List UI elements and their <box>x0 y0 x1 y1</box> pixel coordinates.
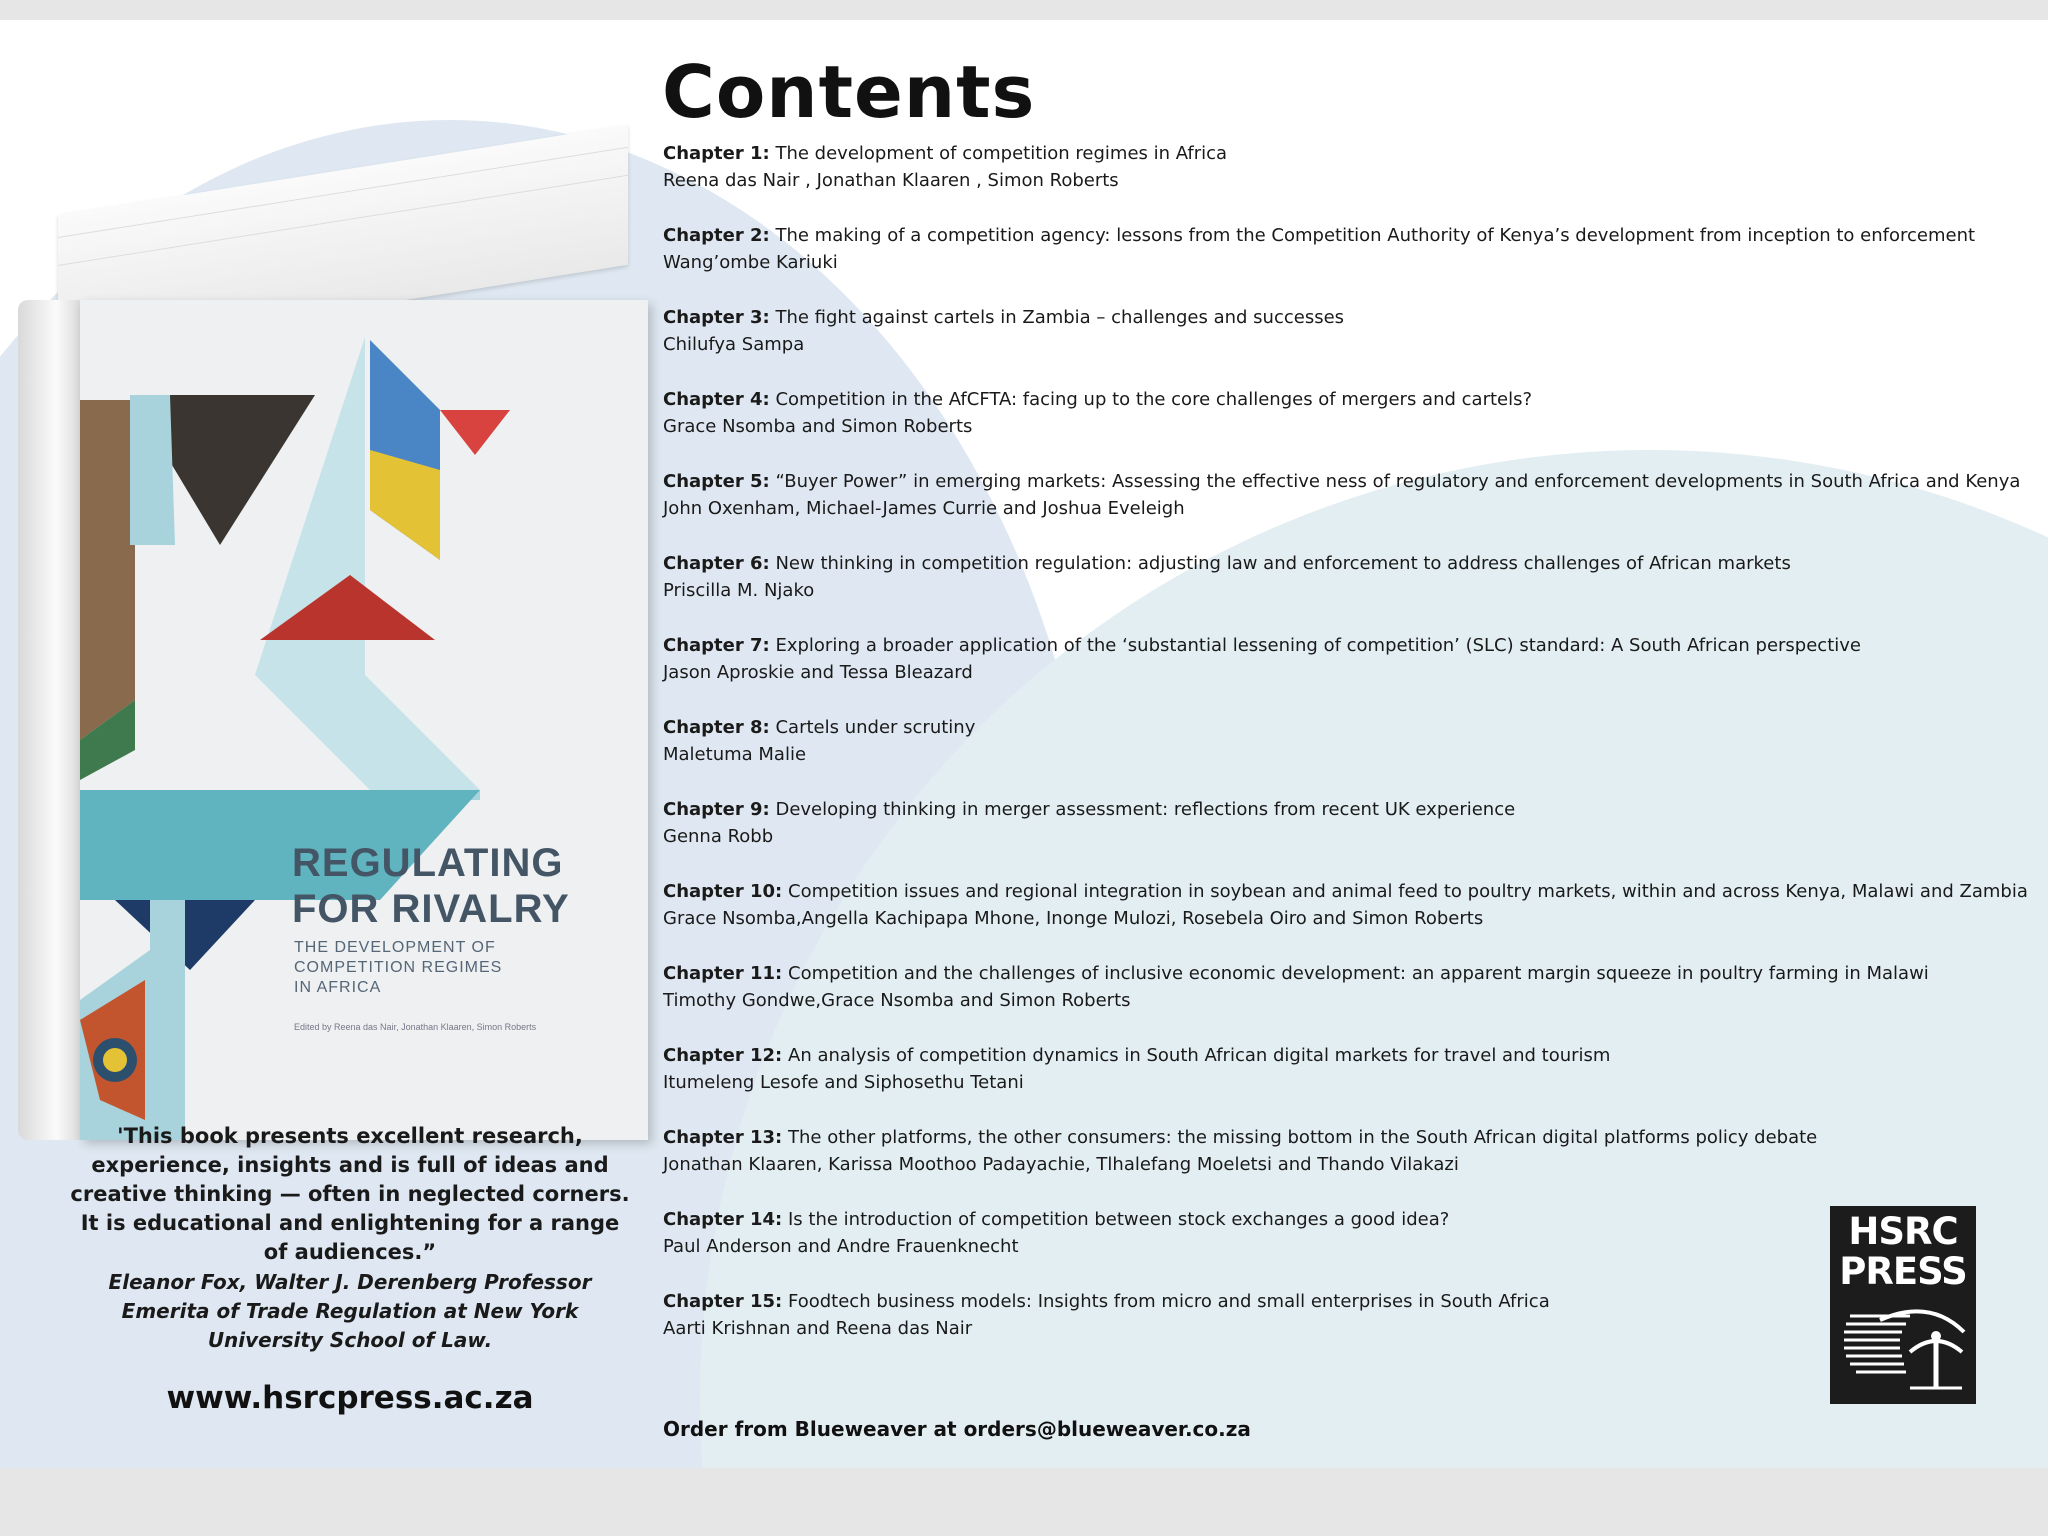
quote-attribution <box>60 1268 640 1355</box>
chapter-authors: Priscilla M. Njako <box>663 580 815 601</box>
book-cover <box>80 300 648 1140</box>
chapter-title: Exploring a broader application of the ‘substantial lessening of competition’ (SLC) standard: A South African perspective <box>775 635 1861 656</box>
chapter-label: Chapter 9: <box>663 799 770 820</box>
chapter-authors: Genna Robb <box>663 826 774 847</box>
chapter-item <box>663 222 2043 304</box>
chapter-label: Chapter 2: <box>663 225 770 246</box>
book-image <box>18 185 648 1145</box>
cover-light-blue-shape <box>130 395 175 545</box>
chapter-authors: Wang’ombe Kariuki <box>663 252 838 273</box>
chapter-authors: John Oxenham, Michael-James Currie and Joshua Eveleigh <box>663 498 1185 519</box>
book-title <box>292 840 632 932</box>
chapter-title: The development of competition regimes in Africa <box>775 143 1228 164</box>
chapter-authors: Chilufya Sampa <box>663 334 805 355</box>
chapter-authors: Timothy Gondwe,Grace Nsomba and Simon Roberts <box>663 990 1131 1011</box>
chapter-label: Chapter 12: <box>663 1045 783 1066</box>
logo-emblem-icon <box>1840 1302 1966 1394</box>
book-title-line1: REGULATING <box>292 841 564 885</box>
chapter-item <box>663 140 2043 222</box>
quote-line: creative thinking — often in neglected corners. <box>70 1182 630 1206</box>
attribution-line: University School of Law. <box>207 1328 493 1352</box>
quote-line: experience, insights and is full of ideas and <box>91 1153 609 1177</box>
quote-line: It is educational and enlightening for a range <box>80 1211 620 1235</box>
chapter-authors: Jason Aproskie and Tessa Bleazard <box>663 662 973 683</box>
chapter-authors: Reena das Nair , Jonathan Klaaren , Simon Roberts <box>663 170 1119 191</box>
book-subtitle-line2: COMPETITION REGIMES <box>294 959 503 976</box>
chapter-item <box>663 960 2043 1042</box>
chapter-item <box>663 550 2043 632</box>
chapter-title: Foodtech business models: Insights from micro and small enterprises in South Africa <box>788 1291 1550 1312</box>
quote-line: of audiences.” <box>263 1240 437 1264</box>
book-title-line2: FOR RIVALRY <box>292 887 570 931</box>
chapter-label: Chapter 13: <box>663 1127 783 1148</box>
order-info[interactable]: Order from Blueweaver at orders@blueweaver.co.za <box>663 1417 1251 1441</box>
chapter-authors: Aarti Krishnan and Reena das Nair <box>663 1318 973 1339</box>
chapter-item <box>663 878 2043 960</box>
chapter-authors: Jonathan Klaaren, Karissa Moothoo Padayachie, Tlhalefang Moeletsi and Thando Vilakazi <box>663 1154 1459 1175</box>
chapter-title: “Buyer Power” in emerging markets: Assessing the effective ness of regulatory and enforcement developments in South Africa and Kenya <box>775 471 2021 492</box>
chapter-label: Chapter 1: <box>663 143 770 164</box>
chapter-item <box>663 1124 2043 1206</box>
chapter-title: Developing thinking in merger assessment: reflections from recent UK experience <box>775 799 1516 820</box>
chapter-title: Competition and the challenges of inclusive economic development: an apparent margin squeeze in poultry farming in Malawi <box>788 963 1929 984</box>
testimonial-quote <box>60 1122 640 1267</box>
chapter-title: An analysis of competition dynamics in South African digital markets for travel and tourism <box>788 1045 1611 1066</box>
chapter-title: Competition in the AfCFTA: facing up to the core challenges of mergers and cartels? <box>775 389 1533 410</box>
chapter-authors: Paul Anderson and Andre Frauenknecht <box>663 1236 1019 1257</box>
chapter-title: The making of a competition agency: lessons from the Competition Authority of Kenya’s development from inception to enforcement <box>775 225 1976 246</box>
chapter-label: Chapter 10: <box>663 881 783 902</box>
book-subtitle-line1: THE DEVELOPMENT OF <box>294 939 496 956</box>
attribution-line: Emerita of Trade Regulation at New York <box>121 1299 579 1323</box>
cover-artwork <box>80 300 648 1140</box>
chapter-label: Chapter 4: <box>663 389 770 410</box>
hsrc-press-logo <box>1830 1206 1976 1404</box>
chapter-item <box>663 386 2043 468</box>
book-spine <box>18 300 88 1140</box>
chapter-authors: Itumeleng Lesofe and Siphosethu Tetani <box>663 1072 1024 1093</box>
chapter-item <box>663 632 2043 714</box>
chapter-title: Competition issues and regional integration in soybean and animal feed to poultry markets, within and across Kenya, Malawi and Zambia <box>788 881 2028 902</box>
book-editors: Edited by Reena das Nair, Jonathan Klaaren, Simon Roberts <box>294 1022 537 1032</box>
chapter-item <box>663 468 2043 550</box>
logo-line2: PRESS <box>1839 1250 1967 1293</box>
contents-heading: Contents <box>662 50 1036 134</box>
chapter-authors: Grace Nsomba,Angella Kachipapa Mhone, Inonge Mulozi, Rosebela Oiro and Simon Roberts <box>663 908 1484 929</box>
chapter-item <box>663 714 2043 796</box>
chapter-label: Chapter 6: <box>663 553 770 574</box>
attribution-line: Eleanor Fox, Walter J. Derenberg Professor <box>108 1270 592 1294</box>
chapter-list <box>663 140 2043 1370</box>
chapter-item <box>663 304 2043 386</box>
poster <box>0 20 2048 1468</box>
logo-line1: HSRC <box>1848 1210 1958 1253</box>
chapter-label: Chapter 8: <box>663 717 770 738</box>
chapter-label: Chapter 14: <box>663 1209 783 1230</box>
chapter-authors: Grace Nsomba and Simon Roberts <box>663 416 973 437</box>
quote-line: 'This book presents excellent research, <box>117 1124 583 1148</box>
book-subtitle <box>294 938 594 998</box>
website-link[interactable]: www.hsrcpress.ac.za <box>166 1380 534 1416</box>
chapter-title: New thinking in competition regulation: adjusting law and enforcement to address challenges of African markets <box>775 553 1791 574</box>
chapter-authors: Maletuma Malie <box>663 744 807 765</box>
chapter-title: Is the introduction of competition between stock exchanges a good idea? <box>788 1209 1450 1230</box>
chapter-item <box>663 1042 2043 1124</box>
chapter-label: Chapter 7: <box>663 635 770 656</box>
chapter-label: Chapter 5: <box>663 471 770 492</box>
chapter-label: Chapter 3: <box>663 307 770 328</box>
chapter-item <box>663 796 2043 878</box>
chapter-label: Chapter 11: <box>663 963 783 984</box>
chapter-title: Cartels under scrutiny <box>775 717 976 738</box>
chapter-title: The fight against cartels in Zambia – challenges and successes <box>775 307 1345 328</box>
chapter-title: The other platforms, the other consumers: the missing bottom in the South African digital platforms policy debate <box>788 1127 1818 1148</box>
cover-photo-arm <box>80 400 135 740</box>
chapter-label: Chapter 15: <box>663 1291 783 1312</box>
book-subtitle-line3: IN AFRICA <box>294 979 382 996</box>
